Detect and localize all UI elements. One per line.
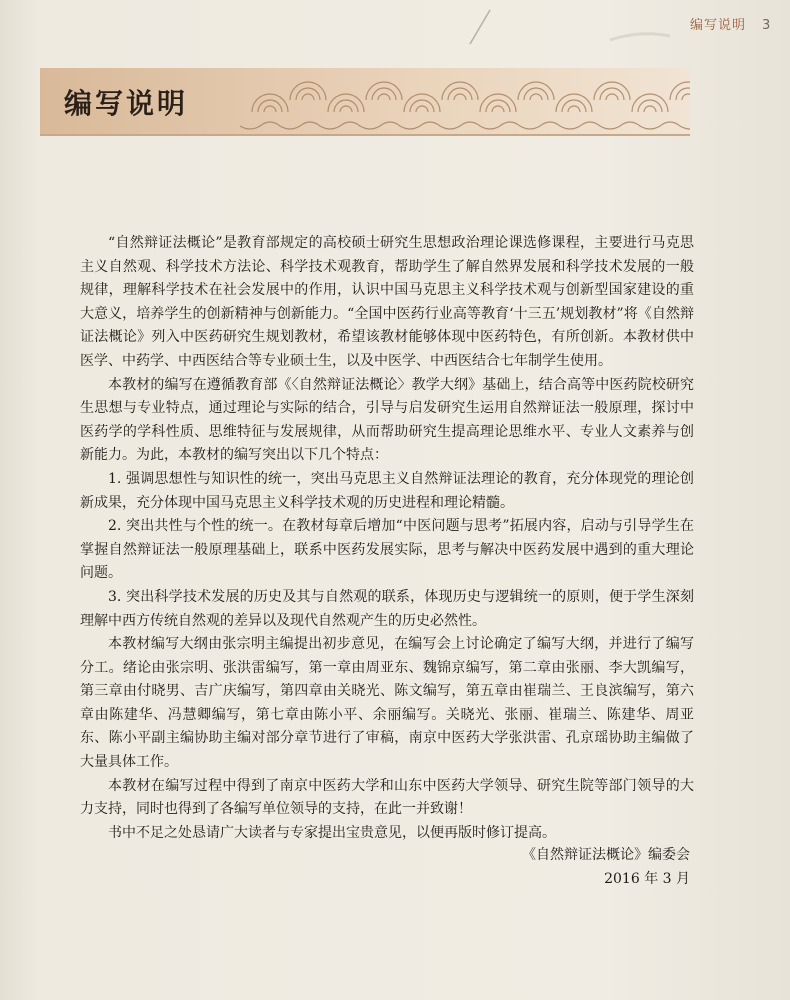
- paragraph: 书中不足之处恳请广大读者与专家提出宝贵意见，以便再版时修订提高。: [108, 824, 556, 841]
- page-number: 3: [762, 18, 772, 33]
- section-title: 编写说明: [64, 87, 189, 120]
- paragraph: 本教材在编写过程中得到了南京中医药大学和山东中医药大学领导、研究生院等部门领导的大力支持，同时也得到了各编写单位领导的支持，在此一并致谢！: [80, 777, 694, 818]
- pencil-scratch: [0, 0, 790, 60]
- running-header: [690, 14, 771, 33]
- paragraph: 2. 突出共性与个性的统一。在教材每章后增加“中医问题与思考”拓展内容，启动与引导学生在掌握自然辩证法一般原理基础上，联系中医药发展实际，思考与解决中医药发展中遇到的重大理论问题。: [80, 518, 694, 582]
- paragraph: 1. 强调思想性与知识性的统一，突出马克思主义自然辩证法理论的教育，充分体现党的理论创新成果，充分体现中国马克思主义科学技术观的历史进程和理论精髓。: [80, 470, 694, 511]
- paragraph: 本教材编写大纲由张宗明主编提出初步意见，在编写会上讨论确定了编写大纲，并进行了编写分工。绪论由张宗明、张洪雷编写，第一章由周亚东、魏锦京编写，第二章由张丽、李大凯编写，第三章由付晓男、吉广庆编写，第四章由关晓光、陈文编写，第五章由崔瑞兰、王良滨编写，第六章由陈建华、冯慧卿编写，第七章由陈小平、余丽编写。关晓光、张丽、崔瑞兰、陈建华、周亚东、陈小平副主编协助主编对部分章节进行了审稿，南京中医药大学张洪雷、孔京瑶协助主编做了大量具体工作。: [80, 636, 694, 771]
- paragraph: 本教材的编写在遵循教育部《〈自然辩证法概论〉教学大纲》基础上，结合高等中医药院校研究生思想与专业特点，通过理论与实际的结合，引导与启发研究生运用自然辩证法一般原理，探讨中医药学的学科性质、思维特征与发展规律，从而帮助研究生提高理论思维水平、专业人文素养与创新能力。为此，本教材的编写突出以下几个特点：: [80, 376, 694, 464]
- publication-date: 2016 年 3 月: [604, 871, 690, 887]
- running-header-title: 编写说明: [690, 18, 747, 33]
- signature-block: [500, 843, 690, 891]
- paragraph: “自然辩证法概论”是教育部规定的高校硕士研究生思想政治理论课选修课程，主要进行马克思主义自然观、科学技术方法论、科学技术观教育，帮助学生了解自然界发展和科学技术发展的一般规律，理解科学技术在社会发展中的作用，认识中国马克思主义科学技术观与创新型国家建设的重大意义，培养学生的创新精神与创新能力。“全国中医药行业高等教育‘十三五’规划教材”将《自然辩证法概论》列入中医药研究生规划教材，希望该教材能够体现中医药特色，有所创新。本教材供中医学、中药学、中西医结合等专业硕士生，以及中医学、中西医结合七年制学生使用。: [80, 235, 694, 369]
- preface-body: [80, 232, 694, 845]
- section-banner: [40, 68, 690, 136]
- paragraph: 3. 突出科学技术发展的历史及其与自然观的联系，体现历史与逻辑统一的原则，便于学生深刻理解中西方传统自然观的差异以及现代自然观产生的历史必然性。: [80, 588, 694, 629]
- editorial-committee: 《自然辩证法概论》编委会: [522, 847, 690, 863]
